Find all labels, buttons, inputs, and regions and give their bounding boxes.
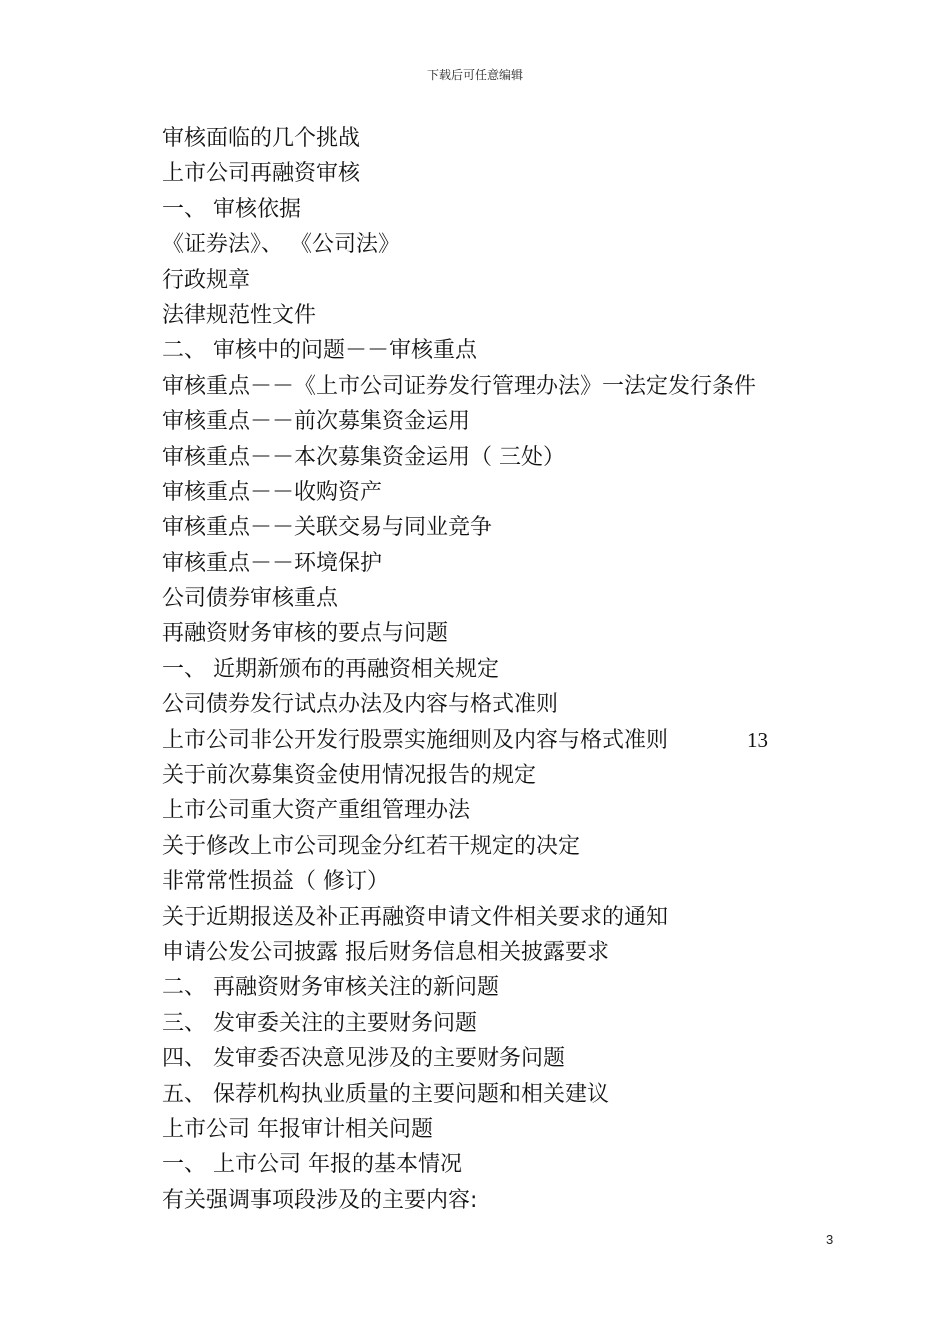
line-text: 二、 审核中的问题－－审核重点 (162, 338, 477, 364)
text-line (162, 1077, 862, 1112)
line-text: 上市公司重大资产重组管理办法 (162, 798, 471, 824)
page-number: 3 (826, 1232, 834, 1247)
text-line (162, 1147, 862, 1182)
text-line (162, 829, 862, 864)
text-line (162, 333, 862, 368)
line-text: 审核重点－－前次募集资金运用 (162, 409, 471, 435)
line-text: 三、 发审委关注的主要财务问题 (162, 1010, 477, 1036)
line-text: 非常常性损益（ 修订） (162, 869, 389, 895)
line-text: 审核重点－－《上市公司证券发行管理办法》一法定发行条件 (162, 373, 757, 399)
line-text: 上市公司再融资审核 (162, 161, 361, 187)
line-text: 一、 近期新颁布的再融资相关规定 (162, 656, 499, 682)
text-line (162, 227, 862, 262)
document-body (162, 121, 862, 1218)
line-text: 行政规章 (162, 267, 251, 293)
text-line (162, 263, 862, 298)
line-text: 公司债券审核重点 (162, 586, 339, 612)
text-line (162, 1006, 862, 1041)
text-line (162, 1112, 862, 1147)
line-text: 一、 上市公司 年报的基本情况 (162, 1152, 462, 1178)
text-line (162, 687, 862, 722)
line-text: 一、 审核依据 (162, 196, 301, 222)
text-line (162, 1183, 862, 1218)
line-text: 公司债券发行试点办法及内容与格式准则 (162, 692, 559, 718)
text-line (162, 510, 862, 545)
text-line (162, 1041, 862, 1076)
line-text: 上市公司非公开发行股票实施细则及内容与格式准则 (162, 727, 669, 753)
text-line (162, 723, 862, 758)
text-line (162, 652, 862, 687)
line-text: 关于前次募集资金使用情况报告的规定 (162, 763, 537, 789)
text-line (162, 121, 862, 156)
text-line (162, 900, 862, 935)
text-line (162, 864, 862, 899)
text-line (162, 758, 862, 793)
text-line (162, 475, 862, 510)
text-line (162, 404, 862, 439)
text-line (162, 298, 862, 333)
line-text: 审核重点－－收购资产 (162, 479, 383, 505)
line-text: 二、 再融资财务审核关注的新问题 (162, 975, 499, 1001)
line-text: 审核重点－－本次募集资金运用（ 三处） (162, 444, 565, 470)
text-line (162, 581, 862, 616)
text-line (162, 935, 862, 970)
text-line (162, 616, 862, 651)
line-text: 上市公司 年报审计相关问题 (162, 1116, 433, 1142)
line-text: 四、 发审委否决意见涉及的主要财务问题 (162, 1046, 565, 1072)
text-line (162, 192, 862, 227)
line-text: 《证券法》、 《公司法》 (162, 232, 400, 258)
text-line (162, 793, 862, 828)
line-text: 关于近期报送及补正再融资申请文件相关要求的通知 (162, 904, 669, 930)
text-line (162, 440, 862, 475)
line-text: 审核重点－－关联交易与同业竞争 (162, 515, 493, 541)
line-text: 关于修改上市公司现金分红若干规定的决定 (162, 833, 581, 859)
text-line (162, 546, 862, 581)
text-line (162, 369, 862, 404)
line-text: 审核面临的几个挑战 (162, 126, 361, 151)
page-header: 下载后可任意编辑 (426, 68, 523, 82)
line-text: 法律规范性文件 (162, 302, 317, 328)
line-text: 五、 保荐机构执业质量的主要问题和相关建议 (162, 1081, 609, 1107)
page-reference: 13 (747, 727, 768, 752)
text-line (162, 970, 862, 1005)
line-text: 再融资财务审核的要点与问题 (162, 621, 449, 647)
line-text: 申请公发公司披露 报后财务信息相关披露要求 (162, 939, 609, 965)
line-text: 审核重点－－环境保护 (162, 550, 383, 576)
text-line (162, 156, 862, 191)
line-text: 有关强调事项段涉及的主要内容: (162, 1187, 478, 1213)
